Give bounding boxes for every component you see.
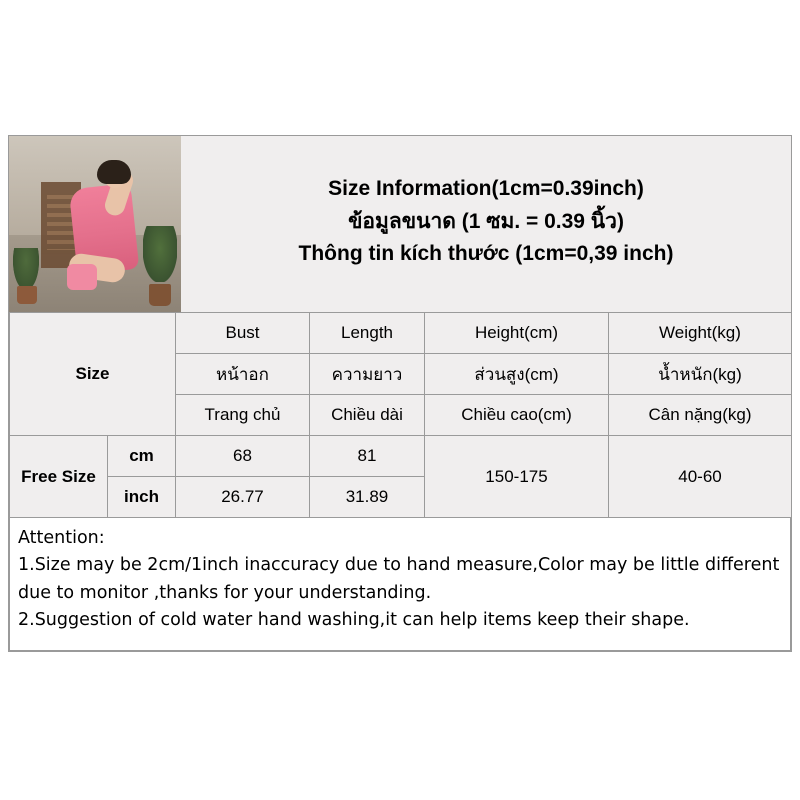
col-head-height-vi: Chiều cao(cm): [425, 395, 609, 436]
col-head-length-vi: Chiều dài: [310, 395, 425, 436]
photo-model: [67, 160, 153, 300]
value-height: 150-175: [425, 436, 609, 518]
col-head-bust-vi: Trang chủ: [176, 395, 310, 436]
model-bag: [67, 264, 97, 290]
col-head-bust-en: Bust: [176, 313, 310, 354]
attention-block: [9, 518, 791, 651]
size-table: [9, 312, 792, 518]
title-en: Size Information(1cm=0.39inch): [328, 177, 644, 201]
size-chart: [8, 135, 792, 652]
table-row-cm: [10, 436, 792, 477]
attention-heading: Attention:: [18, 528, 105, 548]
col-head-weight-vi: Cân nặng(kg): [609, 395, 792, 436]
attention-line-2: due to monitor ,thanks for your understanding.: [18, 582, 432, 603]
model-hair: [97, 160, 131, 184]
photo-pot-left: [17, 286, 37, 304]
col-head-length-th: ความยาว: [310, 354, 425, 395]
unit-inch: inch: [108, 477, 176, 518]
col-head-weight-th: น้ำหนัก(kg): [609, 354, 792, 395]
col-head-bust-th: หน้าอก: [176, 354, 310, 395]
col-head-height-en: Height(cm): [425, 313, 609, 354]
photo-plant-left: [13, 248, 39, 290]
col-head-weight-en: Weight(kg): [609, 313, 792, 354]
row-label-free-size: Free Size: [10, 436, 108, 518]
value-length-cm: 81: [310, 436, 425, 477]
attention-line-1: 1.Size may be 2cm/1inch inaccuracy due to hand measure,Color may be little different: [18, 555, 780, 576]
col-head-height-th: ส่วนสูง(cm): [425, 354, 609, 395]
product-photo: [9, 136, 181, 312]
value-bust-inch: 26.77: [176, 477, 310, 518]
title-th: ข้อมูลขนาด (1 ซม. = 0.39 นิ้ว): [348, 209, 624, 233]
table-row-header-en: [10, 313, 792, 354]
unit-cm: cm: [108, 436, 176, 477]
size-label: Size: [10, 313, 176, 436]
title-block: [181, 136, 791, 312]
col-head-length-en: Length: [310, 313, 425, 354]
value-weight: 40-60: [609, 436, 792, 518]
value-length-inch: 31.89: [310, 477, 425, 518]
chart-header: [9, 136, 791, 312]
attention-line-3: 2.Suggestion of cold water hand washing,it can help items keep their shape.: [18, 610, 690, 631]
value-bust-cm: 68: [176, 436, 310, 477]
title-vi: Thông tin kích thước (1cm=0,39 inch): [298, 242, 674, 266]
